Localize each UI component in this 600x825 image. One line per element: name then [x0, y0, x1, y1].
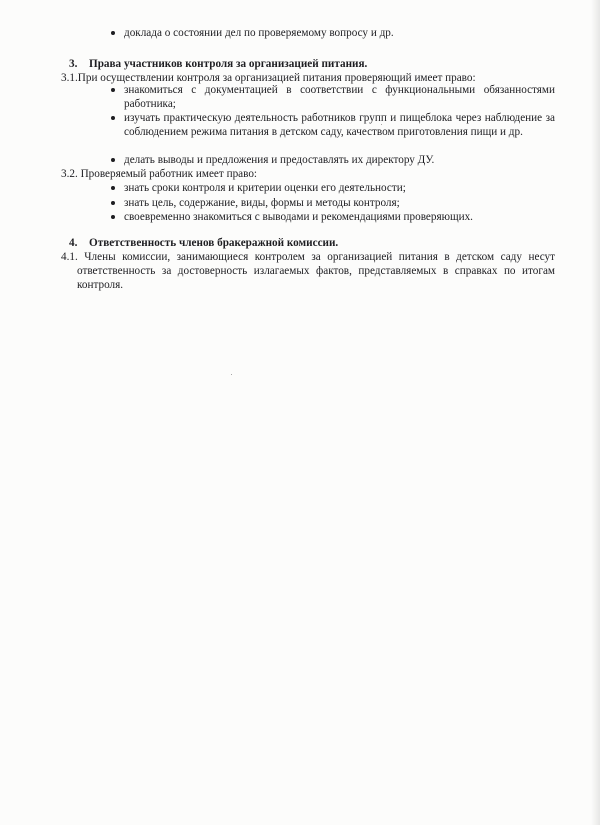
list-item: знакомиться с документацией в соответствии с функциональными обязанностями работника; — [124, 84, 555, 110]
paragraph: 3.2. Проверяемый работник имеет право: — [61, 168, 258, 180]
scan-edge — [591, 0, 600, 825]
list-item: своевременно знакомиться с выводами и рекомендациями проверяющих. — [124, 211, 473, 223]
section-number: 4. — [69, 237, 78, 249]
section-number: 3. — [69, 58, 78, 70]
bullet-dot — [111, 31, 115, 35]
list-item: знать цель, содержание, виды, формы и методы контроля; — [124, 197, 400, 209]
scan-speck — [381, 124, 382, 125]
paragraph: 4.1. Члены комиссии, занимающиеся контролем за организацией питания в детском саду несут ответственность за достоверность излагаемых фактов, представляемых в справках по итогам контроля. — [61, 251, 555, 291]
bullet-dot — [111, 215, 115, 219]
list-item: доклада о состоянии дел по проверяемому вопросу и др. — [124, 27, 394, 39]
bullet-dot — [111, 201, 115, 205]
scan-speck — [231, 374, 232, 375]
section-heading: Ответственность членов бракеражной комиссии. — [89, 237, 339, 249]
section-heading: Права участников контроля за организацией питания. — [89, 58, 368, 70]
bullet-dot — [111, 186, 115, 190]
list-item: изучать практическую деятельность работников групп и пищеблока через наблюдение за соблюдением режима питания в детском саду, качеством приготовления пищи и др. — [124, 112, 555, 138]
bullet-dot — [111, 116, 115, 120]
bullet-dot — [111, 88, 115, 92]
list-item: знать сроки контроля и критерии оценки его деятельности; — [124, 182, 406, 194]
paragraph: 3.1.При осуществлении контроля за организацией питания проверяющий имеет право: — [61, 72, 476, 84]
list-item: делать выводы и предложения и предоставлять их директору ДУ. — [124, 154, 435, 166]
bullet-dot — [111, 158, 115, 162]
